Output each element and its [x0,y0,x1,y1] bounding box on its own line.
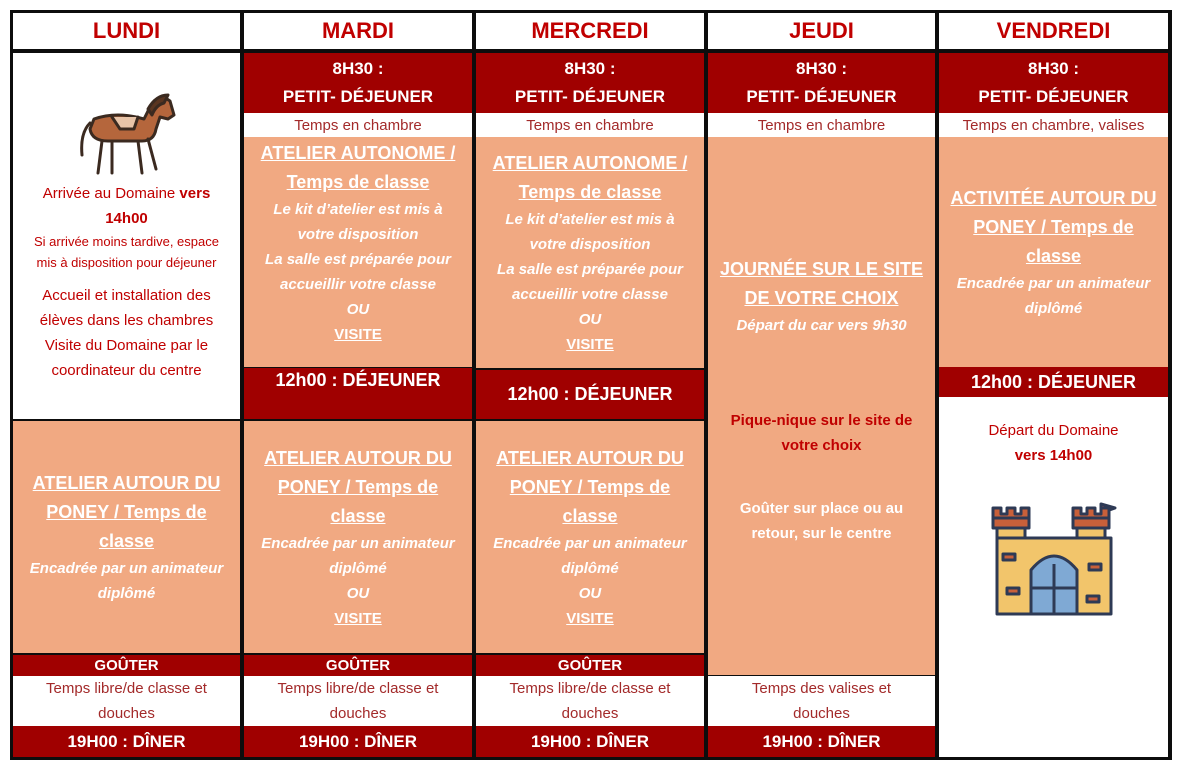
wednesday-visit-link[interactable]: VISITE [566,335,614,353]
thursday-departure: Départ du car vers 9h30 [736,317,907,334]
wednesday-pony-visit-link[interactable]: VISITE [566,609,614,627]
weekly-schedule-table [10,10,1172,760]
wednesday-free-time: Temps libre/de classe et douches [476,676,704,726]
thursday-luggage-time: Temps des valises et douches [708,676,935,726]
friday-lunch: 12h00 : DÉJEUNER [939,367,1168,397]
thursday-breakfast: 8H30 : PETIT- DÉJEUNER [708,53,935,113]
tuesday-or: OU [346,301,370,318]
header-lundi: LUNDI [13,13,240,49]
monday-welcome-text: Accueil et installation des élèves dans les chambres Visite du Domaine par le coordinateur du centre [39,287,214,379]
tuesday-kit-text: Le kit d’atelier est mis à votre disposition La salle est préparée pour accueillir votre classe [265,201,451,293]
tuesday-autonomous-workshop [244,137,472,367]
header-vendredi: VENDREDI [939,13,1168,49]
tuesday-workshop-title: ATELIER AUTONOME / Temps de classe [260,143,456,192]
monday-pony-title: ATELIER AUTOUR DU PONEY / Temps de classe [32,472,221,551]
header-jeudi: JEUDI [708,13,935,49]
friday-activity-title: ACTIVITÉE AUTOUR DU PONEY / Temps de classe [950,187,1157,266]
wednesday-snack: GOÛTER [476,655,704,676]
wednesday-pony-title: ATELIER AUTOUR DU PONEY / Temps de classe [496,447,684,526]
friday-departure-cell [939,397,1168,757]
tuesday-free-time: Temps libre/de classe et douches [244,676,472,726]
wednesday-pony-sub: Encadrée par un animateur diplômé [493,534,687,577]
thursday-room-time: Temps en chambre [708,113,935,137]
wednesday-autonomous-workshop [476,137,704,368]
thursday-snack-note: Goûter sur place ou au retour, sur le centre [739,500,904,542]
friday-departure-text: Départ du Domaine vers 14h00 [988,422,1119,464]
wednesday-breakfast: 8H30 : PETIT- DÉJEUNER [476,53,704,113]
monday-pony-sub: Encadrée par un animateur diplômé [29,559,224,602]
tuesday-pony-visit-link[interactable]: VISITE [334,609,382,627]
tuesday-lunch: 12h00 : DÉJEUNER [244,368,472,419]
tuesday-room-time: Temps en chambre [244,113,472,137]
friday-pony-activity [939,137,1168,367]
wednesday-kit-text: Le kit d’atelier est mis à votre disposition La salle est préparée pour accueillir votre classe [497,210,683,303]
wednesday-workshop-title: ATELIER AUTONOME / Temps de classe [492,152,688,202]
monday-free-time: Temps libre/de classe et douches [13,676,240,726]
monday-early-note: Si arrivée moins tardive, espace mis à disposition pour déjeuner [34,234,219,270]
castle-icon [987,498,1121,620]
tuesday-pony-workshop [244,421,472,653]
wednesday-dinner: 19H00 : DÎNER [476,726,704,757]
monday-snack: GOÛTER [13,655,240,676]
monday-arrival-cell [13,53,240,419]
monday-dinner: 19H00 : DÎNER [13,726,240,757]
tuesday-pony-title: ATELIER AUTOUR DU PONEY / Temps de classe [264,447,452,526]
tuesday-visit-link[interactable]: VISITE [334,326,382,343]
monday-pony-workshop [13,421,240,653]
tuesday-pony-or: OU [346,584,370,602]
tuesday-dinner: 19H00 : DÎNER [244,726,472,757]
wednesday-room-time: Temps en chambre [476,113,704,137]
friday-room-time: Temps en chambre, valises [939,113,1168,137]
tuesday-pony-sub: Encadrée par un animateur diplômé [261,534,455,577]
thursday-picnic: Pique-nique sur le site de votre choix [730,412,913,454]
header-mardi: MARDI [244,13,472,49]
thursday-outing-title: JOURNÉE SUR LE SITE DE VOTRE CHOIX [719,259,924,308]
monday-arrival-text: Arrivée au Domaine vers 14h00 [42,185,211,227]
wednesday-pony-workshop [476,421,704,653]
tuesday-breakfast: 8H30 : PETIT- DÉJEUNER [244,53,472,113]
thursday-dinner: 19H00 : DÎNER [708,726,935,757]
wednesday-or: OU [578,310,602,328]
header-mercredi: MERCREDI [476,13,704,49]
tuesday-snack: GOÛTER [244,655,472,676]
friday-breakfast: 8H30 : PETIT- DÉJEUNER [939,53,1168,113]
friday-activity-sub: Encadrée par un animateur diplômé [956,274,1151,317]
thursday-outing [708,137,935,675]
wednesday-pony-or: OU [578,584,602,602]
wednesday-lunch: 12h00 : DÉJEUNER [476,370,704,419]
horse-icon [72,89,182,179]
